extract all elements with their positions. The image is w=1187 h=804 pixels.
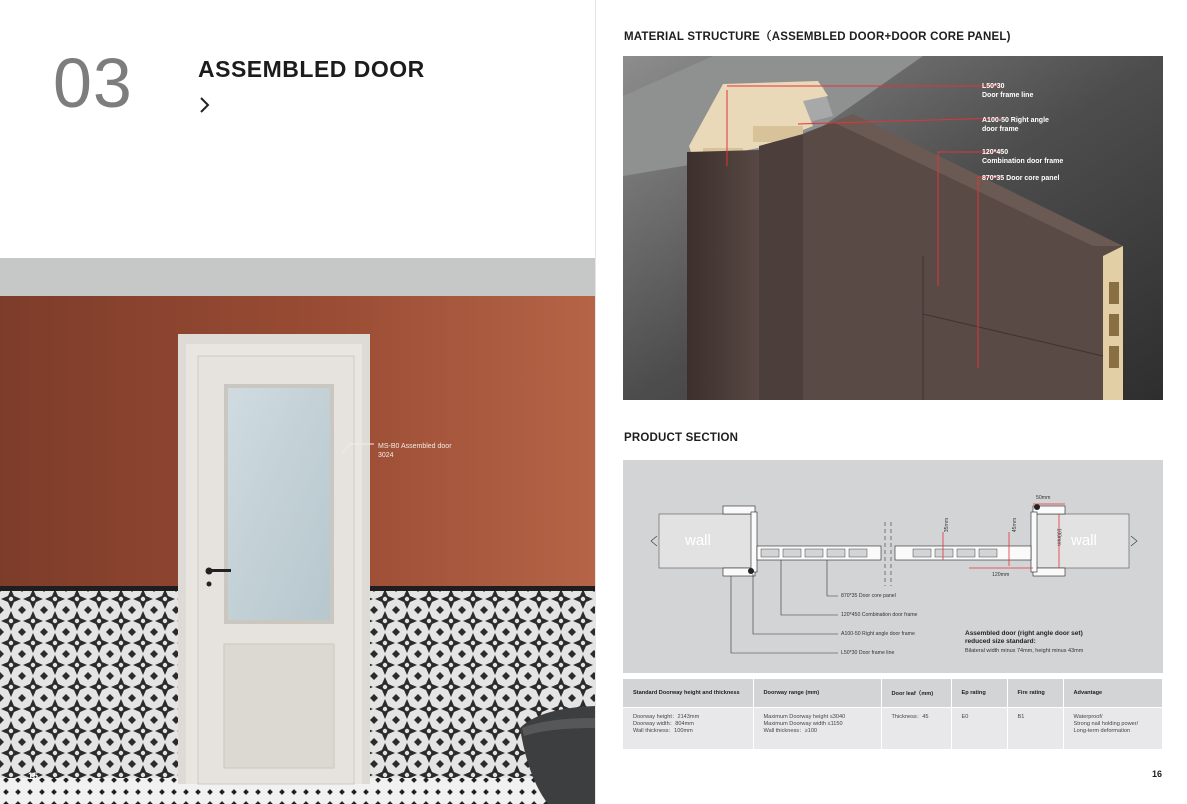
- section-label-frame-line: L50*30 Door frame line: [841, 650, 895, 656]
- table-header: Advantage: [1063, 679, 1163, 707]
- dim-50mm: 50mm: [1036, 495, 1051, 501]
- table-cell: E0: [951, 707, 1007, 749]
- callout-line-1: MS-B0 Assembled door: [378, 443, 452, 450]
- bathroom-door-photo: [0, 258, 595, 804]
- table-cell: Thickness：45: [881, 707, 951, 749]
- render-label-1: L50*30 Door frame line: [982, 83, 1034, 99]
- section-label-combination-frame: 120*450 Combination door frame: [841, 612, 918, 618]
- page-number-left: 15: [28, 771, 39, 781]
- table-cell: Doorway height：2143mm Doorway width：804mm Wall thickness：100mm: [623, 707, 753, 749]
- table-header: Standard Doorway height and thickness: [623, 679, 753, 707]
- render-label-4: 870*35 Door core panel: [982, 175, 1060, 182]
- section-label-core-panel: 870*35 Door core panel: [841, 593, 896, 599]
- section-note-title: Assembled door (right angle door set) reduced size standard:: [965, 630, 1083, 645]
- callout-line-2: 3024: [378, 452, 394, 459]
- dim-100mm: 100mm: [1055, 528, 1062, 546]
- material-structure-heading: MATERIAL STRUCTURE（ASSEMBLED DOOR+DOOR CORE PANEL): [624, 31, 1011, 43]
- table-header: Door leaf（mm): [881, 679, 951, 707]
- material-structure-render: [623, 56, 1163, 400]
- right-page: [595, 0, 1187, 804]
- product-section-heading: PRODUCT SECTION: [624, 432, 739, 444]
- section-label-right-angle-frame: A100-50 Right angle door frame: [841, 631, 915, 637]
- wall-left-label: wall: [685, 532, 711, 549]
- dim-45mm: 45mm: [1012, 517, 1019, 533]
- table-cell: Maximum Doorway height ≤3040 Maximum Doorway width ≤1150 Wall thickness：≥100: [753, 707, 881, 749]
- door-callout: [378, 442, 488, 460]
- dim-35mm: 35mm: [944, 517, 951, 533]
- table-cell: Waterproof/ Strong nail holding power/ Long-term deformation: [1063, 707, 1163, 749]
- spec-table-header-row: [623, 679, 1163, 707]
- render-label-2: A100-50 Right angle door frame: [982, 117, 1049, 133]
- table-header: Doorway range (mm): [753, 679, 881, 707]
- section-number: 03: [53, 44, 133, 122]
- chevron-right-icon: [198, 95, 212, 115]
- section-title: ASSEMBLED DOOR: [198, 56, 425, 82]
- wall-right-label: wall: [1071, 532, 1097, 549]
- page-number-right: 16: [1152, 769, 1163, 779]
- spec-table: [623, 679, 1163, 749]
- table-row: [623, 707, 1163, 749]
- render-label-3: 120*450 Combination door frame: [982, 149, 1064, 165]
- table-header: Ep rating: [951, 679, 1007, 707]
- dim-120mm: 120mm: [992, 572, 1010, 578]
- section-note-text: Bilateral width minus 74mm, height minus 43mm: [965, 648, 1084, 654]
- table-header: Fire rating: [1007, 679, 1063, 707]
- table-cell: B1: [1007, 707, 1063, 749]
